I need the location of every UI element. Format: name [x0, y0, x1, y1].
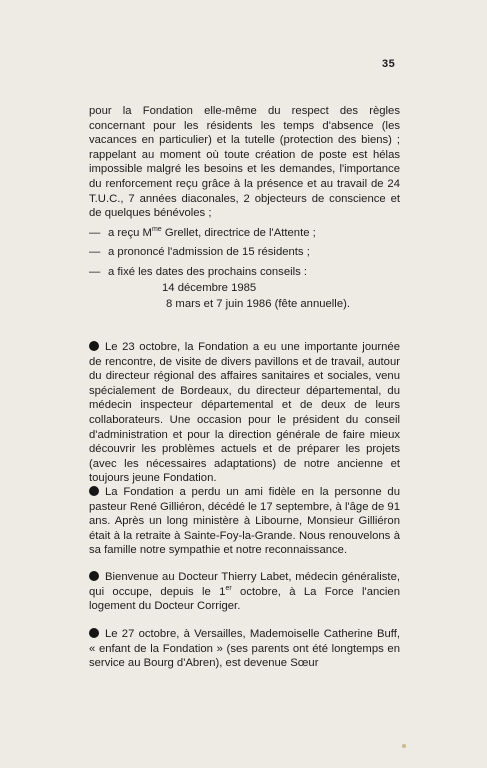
list-item [89, 245, 400, 260]
bullet-icon [89, 571, 99, 581]
bullet-icon [89, 628, 99, 638]
date-line: 8 mars et 7 juin 1986 (fête annuelle). [166, 298, 350, 311]
bullet-icon [89, 341, 99, 351]
decision-list [89, 226, 400, 280]
list-item-text: a prononcé l'admission de 15 résidents ; [108, 246, 310, 259]
paragraph-versailles [89, 627, 400, 671]
intro-paragraph: pour la Fondation elle-même du respect des règles concernant pour les résidents les temps d'absence (les vacances en particulier) et la tutelle (protection des biens) ; rappelant au moment où toute création de poste est hélas impossible malgré les besoins et les demandes, l'importance du renforcement reçu grâce à la présence et au travail de 24 T.U.C., 7 années diaconales, 2 objecteurs de conscience et de quelques bénévoles ; [89, 105, 400, 220]
paragraph-visit [89, 340, 400, 486]
bullet-icon [89, 486, 99, 496]
paragraph-text: Bienvenue au Docteur Thierry Labet, médecin généraliste, qui occupe, depuis le 1er octobre, à La Force l'ancien logement du Docteur Corriger. [89, 571, 400, 613]
paragraph-text: Le 27 octobre, à Versailles, Mademoiselle Catherine Buff, « enfant de la Fondation » (ses parents ont été longtemps en service au Bourg d'Abren), est devenue Sœur [89, 628, 400, 670]
page-number: 35 [382, 58, 396, 70]
list-item [89, 226, 400, 241]
paper-speck [402, 744, 406, 748]
council-dates [162, 281, 400, 312]
paragraph-welcome [89, 570, 400, 614]
list-dash: — [89, 226, 101, 239]
paragraph-obituary [89, 485, 400, 558]
intro-section [89, 104, 400, 314]
list-dash: — [89, 246, 101, 259]
paragraph-text: La Fondation a perdu un ami fidèle en la personne du pasteur René Gilliéron, décédé le 17 septembre, à l'âge de 91 ans. Après un long ministère à Libourne, Monsieur Gilliéron était à la retraite à Sainte-Foy-la-Grande. Nous renouvelons à sa famille notre sympathie et notre reconnaissance. [89, 486, 400, 557]
list-item-text: a reçu $M^{me}$ Grellet, directrice de l'Attente ; [108, 225, 316, 239]
paragraph-text: Le 23 octobre, la Fondation a eu une importante journée de rencontre, de visite de divers pavillons et de travail, autour du directeur régional des affaires sanitaires et sociales, venu spécialement de Bordeaux, du directeur départemental, du médecin inspecteur départemental et de deux de leurs collaborateurs. Une occasion pour le président du conseil d'administration et pour la direction générale de faire mieux découvrir les problèmes actuels et de préparer les projets (avec les nécessaires adaptations) de notre ancienne et toujours jeune Fondation. [89, 341, 400, 485]
list-item [89, 265, 400, 280]
date-line: 14 décembre 1985 [162, 281, 257, 294]
list-item-text: a fixé les dates des prochains conseils : [108, 265, 308, 278]
list-dash: — [89, 265, 101, 278]
